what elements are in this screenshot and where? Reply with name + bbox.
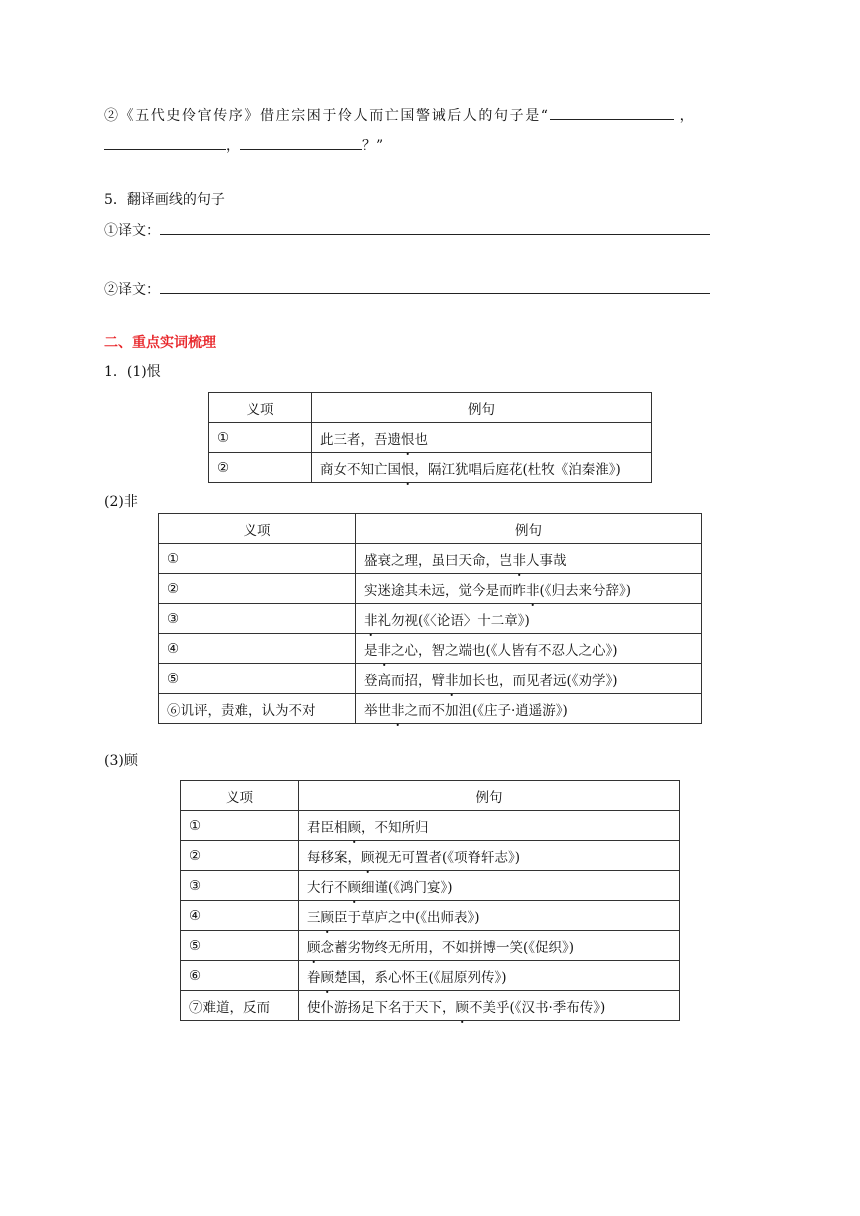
table-row [159, 604, 702, 634]
example-text: 登高而招，臂 [364, 672, 445, 689]
example-text: 臣于草庐之中(《出师表》) [334, 909, 480, 926]
emphasis-char: 顾 [361, 849, 375, 866]
header-example: 例句 [356, 514, 702, 544]
item-label-gu: (3)顾 [104, 753, 138, 769]
translation-blank[interactable] [160, 279, 710, 294]
table-row [181, 811, 680, 841]
example-cell [299, 991, 680, 1021]
example-text: 实迷途其未远，觉今是而昨 [364, 582, 526, 599]
example-text: 大行不 [307, 879, 348, 896]
sense-cell: ② [209, 453, 312, 483]
example-text: 也 [414, 431, 428, 448]
q4-item2-prefix: ②《五代史伶官传序》借庄宗困于伶人而亡国警诫后人的句子是“ [104, 108, 550, 124]
example-text: 举世 [364, 702, 391, 719]
table-row [159, 634, 702, 664]
table-row [209, 453, 652, 483]
header-example: 例句 [312, 393, 652, 423]
emphasis-char: 非 [377, 642, 391, 659]
q5-item1 [104, 220, 710, 240]
sense-cell: ① [209, 423, 312, 453]
example-text: 使仆游扬足下名于天下， [307, 999, 456, 1016]
table-row [209, 423, 652, 453]
answer-blank[interactable] [240, 135, 362, 150]
example-text: 礼勿视(《〈论语〉十二章》) [377, 612, 530, 629]
example-text: 每移案， [307, 849, 361, 866]
q5-title: 5．翻译画线的句子 [104, 192, 225, 208]
sense-cell: ④ [181, 901, 299, 931]
sense-cell: ⑥ [181, 961, 299, 991]
sense-cell: ① [181, 811, 299, 841]
emphasis-char: 顾 [347, 819, 361, 836]
example-cell [356, 604, 702, 634]
example-cell [299, 961, 680, 991]
answer-blank[interactable] [550, 105, 674, 120]
example-text: 人事哉 [526, 552, 567, 569]
example-text: ，隔江犹唱后庭花(杜牧《泊秦淮》) [414, 461, 621, 478]
sense-cell: ③ [159, 604, 356, 634]
sense-cell: ① [159, 544, 356, 574]
example-cell [356, 544, 702, 574]
sense-cell: ④ [159, 634, 356, 664]
table-header-row [209, 393, 652, 423]
example-text: 之而不加沮(《庄子·逍遥游》) [404, 702, 568, 719]
example-text: (《归去来兮辞》) [539, 582, 632, 599]
example-cell [312, 453, 652, 483]
example-text: 是 [364, 642, 378, 659]
sense-cell: ⑥讥评，责难，认为不对 [159, 694, 356, 724]
table-header-row [181, 781, 680, 811]
table-row [159, 664, 702, 694]
hen-table [208, 392, 652, 483]
translation-blank[interactable] [160, 220, 710, 235]
header-sense: 义项 [181, 781, 299, 811]
table-row [181, 901, 680, 931]
sense-cell: ⑤ [181, 931, 299, 961]
sense-cell: ② [159, 574, 356, 604]
example-text: ，不知所归 [361, 819, 429, 836]
table-row [181, 961, 680, 991]
answer-blank[interactable] [104, 135, 226, 150]
q5-item2 [104, 279, 710, 299]
emphasis-char: 非 [364, 612, 378, 629]
example-cell [299, 871, 680, 901]
example-text: 商女不知亡国 [320, 461, 401, 478]
example-text: 视无可置者(《项脊轩志》) [374, 849, 521, 866]
table-row [159, 694, 702, 724]
item-label-hen: 1．(1)恨 [104, 364, 161, 380]
table-row [159, 544, 702, 574]
header-sense: 义项 [159, 514, 356, 544]
sense-cell: ② [181, 841, 299, 871]
gu-table [180, 780, 680, 1021]
example-text: 君臣相 [307, 819, 348, 836]
sense-cell: ③ [181, 871, 299, 901]
emphasis-char: 非 [526, 582, 540, 599]
table-row [181, 991, 680, 1021]
q4-item2-line2 [104, 135, 383, 155]
sense-cell: ⑦难道，反而 [181, 991, 299, 1021]
emphasis-char: 非 [512, 552, 526, 569]
q4-item2-line1 [104, 105, 694, 125]
emphasis-char: 恨 [401, 461, 415, 478]
fei-table [158, 513, 702, 724]
table-header-row [159, 514, 702, 544]
section-title: 二、重点实词梳理 [104, 335, 216, 351]
item-label-fei: (2)非 [104, 494, 138, 510]
header-sense: 义项 [209, 393, 312, 423]
example-cell [312, 423, 652, 453]
emphasis-char: 恨 [401, 431, 415, 448]
example-text: 念蓄劣物终无所用，不如拼博一笑(《促织》) [320, 939, 575, 956]
emphasis-char: 顾 [320, 909, 334, 926]
example-cell [299, 931, 680, 961]
emphasis-char: 非 [391, 702, 405, 719]
q5-item2-label: ②译文： [104, 282, 160, 298]
emphasis-char: 顾 [320, 969, 334, 986]
table-row [181, 931, 680, 961]
sense-cell: ⑤ [159, 664, 356, 694]
emphasis-char: 顾 [307, 939, 321, 956]
example-text: 细谨(《鸿门宴》) [361, 879, 453, 896]
emphasis-char: 顾 [455, 999, 469, 1016]
q5-item1-label: ①译文： [104, 223, 160, 239]
example-cell [356, 694, 702, 724]
example-text: 加长也，而见者远(《劝学》) [458, 672, 618, 689]
table-row [181, 841, 680, 871]
example-cell [356, 634, 702, 664]
example-text: 楚国，系心怀王(《屈原列传》) [334, 969, 507, 986]
example-cell [356, 664, 702, 694]
table-row [181, 871, 680, 901]
example-text: 盛衰之理，虽曰天命，岂 [364, 552, 513, 569]
example-cell [299, 811, 680, 841]
emphasis-char: 顾 [347, 879, 361, 896]
table-row [159, 574, 702, 604]
example-text: 三 [307, 909, 321, 926]
example-text: 之心，智之端也(《人皆有不忍人之心》) [391, 642, 618, 659]
q4-item2-end: ？” [362, 138, 384, 154]
example-text: 此三者，吾遗 [320, 431, 401, 448]
emphasis-char: 非 [445, 672, 459, 689]
example-cell [356, 574, 702, 604]
header-example: 例句 [299, 781, 680, 811]
q4-item2-sep: ， [226, 138, 240, 154]
example-text: 眷 [307, 969, 321, 986]
example-text: 不美乎(《汉书·季布传》) [469, 999, 606, 1016]
q4-item2-sep: ， [679, 108, 694, 124]
